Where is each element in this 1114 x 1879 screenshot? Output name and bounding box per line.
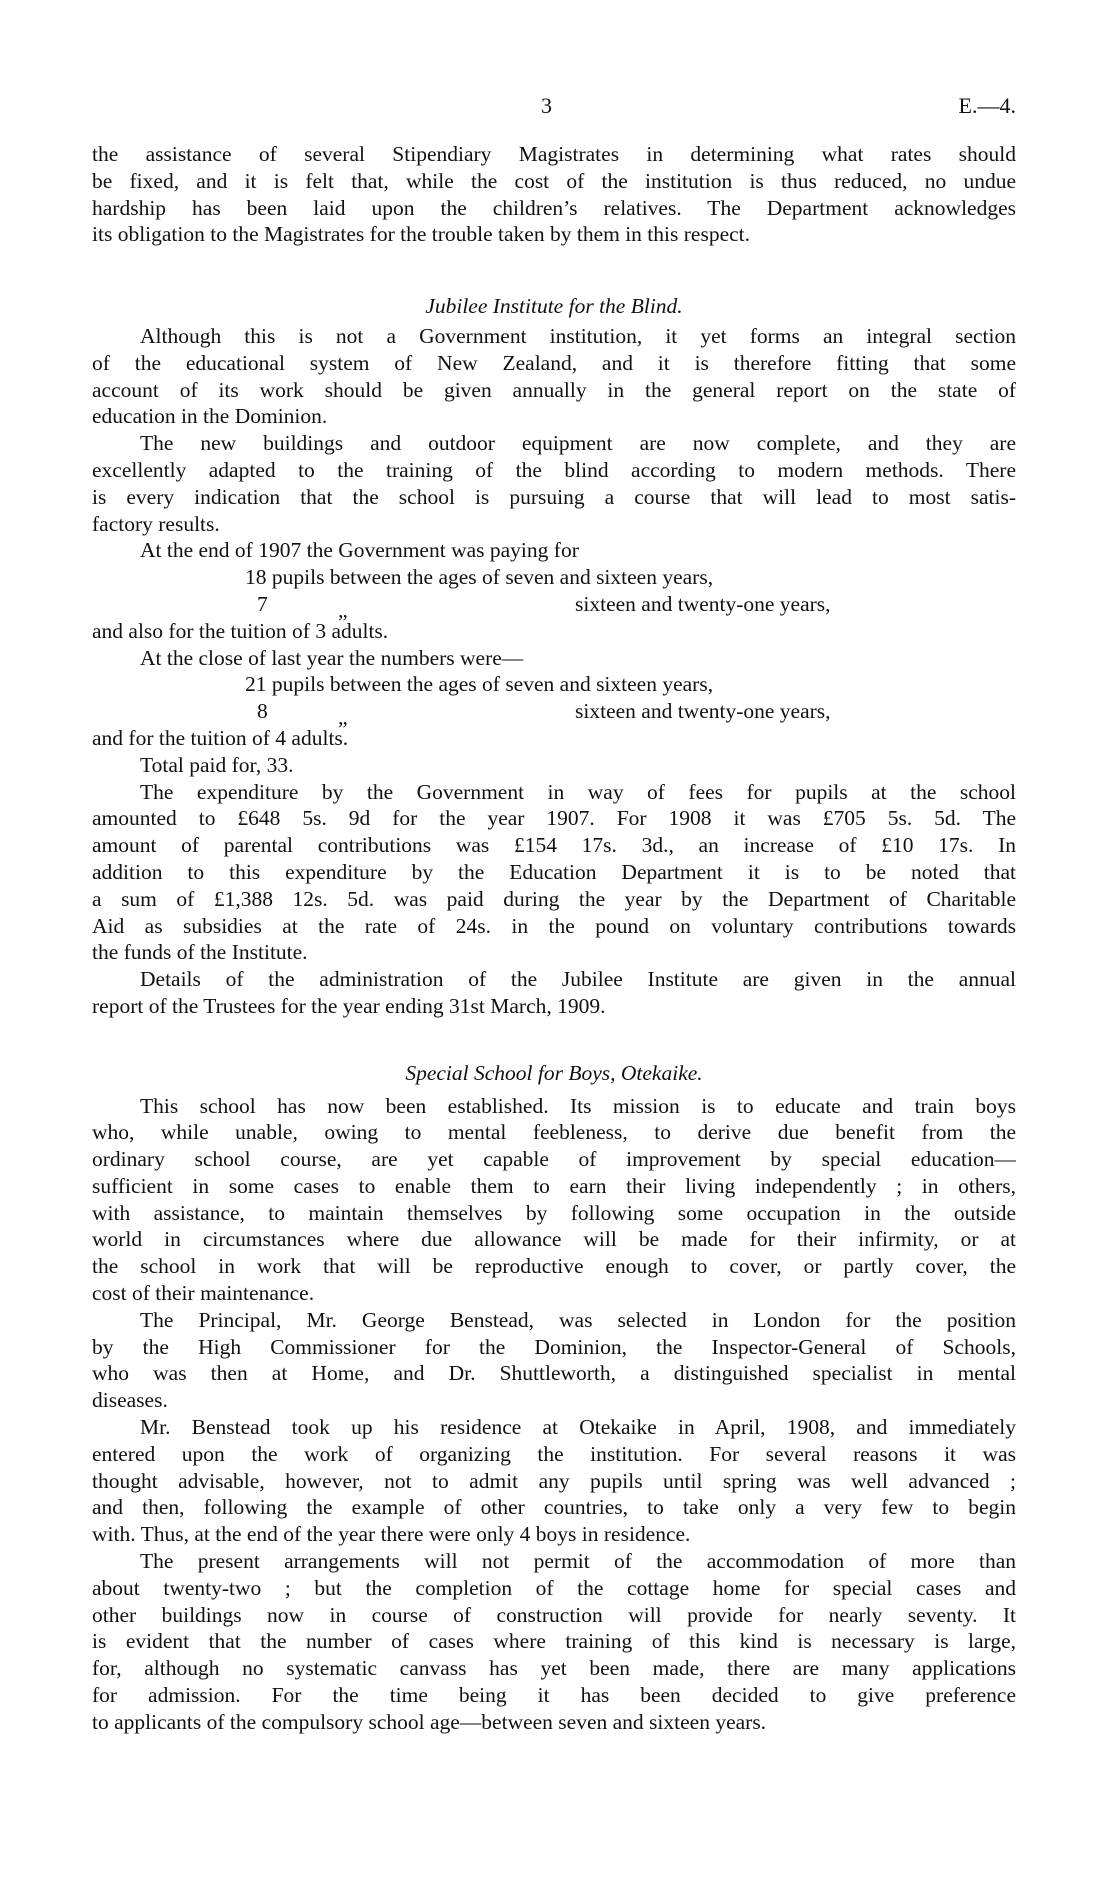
text-line: thought advisable, however, not to admit any pupils until spring was well advanced ;: [92, 1468, 1016, 1493]
text-line: its obligation to the Magistrates for the trouble taken by them in this respect.: [92, 222, 750, 247]
row-text: 21 pupils between the ages of seven and sixteen years,: [245, 672, 714, 697]
text-line: The Principal, Mr. George Benstead, was selected in London for the position: [140, 1307, 1016, 1332]
ditto-mark: „: [338, 705, 348, 730]
text-line: a sum of £1,388 12s. 5d. was paid during the year by the Department of Charitable: [92, 886, 1016, 911]
text-line: the school in work that will be reproductive enough to cover, or partly cover, the: [92, 1254, 1016, 1279]
text-line: about twenty-two ; but the completion of the cottage home for special cases and: [92, 1575, 1016, 1600]
paragraph: [92, 1414, 1016, 1548]
text-line: Mr. Benstead took up his residence at Otekaike in April, 1908, and immediately: [140, 1415, 1016, 1440]
page-number: 3: [541, 93, 552, 118]
text-line: the assistance of several Stipendiary Magistrates in determining what rates should: [92, 142, 1016, 166]
text-line: The expenditure by the Government in way of fees for pupils at the school: [140, 779, 1016, 804]
document-reference: E.—4.: [958, 93, 1016, 118]
text-line: who, while unable, owing to mental feebleness, to derive due benefit from the: [92, 1120, 1016, 1145]
paragraph: [92, 779, 1016, 967]
text-line: This school has now been established. Its mission is to educate and train boys: [140, 1093, 1016, 1118]
paragraph: [92, 430, 1016, 537]
row-text: sixteen and twenty-one years,: [575, 591, 831, 616]
text-line: At the close of last year the numbers were—: [140, 645, 524, 670]
text-line: entered upon the work of organizing the institution. For several reasons it was: [92, 1441, 1016, 1466]
text-line: Aid as subsidies at the rate of 24s. in the pound on voluntary contributions towards: [92, 913, 1016, 938]
text-line: amount of parental contributions was £154 17s. 3d., an increase of £10 17s. In: [92, 833, 1016, 858]
text-line: At the end of 1907 the Government was paying for: [140, 538, 579, 563]
text-line: and also for the tuition of 3 adults.: [92, 618, 389, 643]
paragraph: [92, 618, 1016, 645]
paragraph: [92, 1548, 1016, 1736]
text-line: and then, following the example of other countries, to take only a very few to begin: [92, 1495, 1016, 1520]
text-line: sufficient in some cases to enable them to earn their living independently ; in others,: [92, 1173, 1016, 1198]
text-line: of the educational system of New Zealand, and it is therefore fitting that some: [92, 350, 1016, 375]
text-line: other buildings now in course of construction will provide for nearly seventy. It: [92, 1602, 1016, 1627]
text-line: The new buildings and outdoor equipment are now complete, and they are: [140, 431, 1016, 456]
paragraph: [92, 537, 1016, 564]
row-count: 8: [257, 699, 268, 724]
text-line: with. Thus, at the end of the year there were only 4 boys in residence.: [92, 1522, 691, 1547]
text-line: with assistance, to maintain themselves by following some occupation in the outside: [92, 1200, 1016, 1225]
paragraph: [92, 323, 1016, 430]
section-heading: Special School for Boys, Otekaike.: [405, 1060, 703, 1085]
text-line: The present arrangements will not permit of the accommodation of more than: [140, 1549, 1016, 1574]
text-line: be fixed, and it is felt that, while the cost of the institution is thus reduced, no undue: [92, 168, 1016, 193]
text-line: addition to this expenditure by the Education Department it is to be noted that: [92, 859, 1016, 884]
text-line: and for the tuition of 4 adults.: [92, 725, 349, 750]
enumeration-row: [92, 671, 1016, 698]
text-line: Details of the administration of the Jubilee Institute are given in the annual: [140, 967, 1016, 992]
text-line: education in the Dominion.: [92, 404, 328, 429]
text-line: report of the Trustees for the year ending 31st March, 1909.: [92, 993, 606, 1018]
document-body: [92, 141, 1016, 1736]
ditto-mark: „: [338, 597, 348, 622]
text-line: to applicants of the compulsory school age—between seven and sixteen years.: [92, 1709, 767, 1734]
text-line: Although this is not a Government institution, it yet forms an integral section: [140, 323, 1016, 348]
paragraph: [92, 752, 1016, 779]
paragraph: [92, 725, 1016, 752]
text-line: account of its work should be given annually in the general report on the state of: [92, 377, 1016, 402]
text-line: Total paid for, 33.: [140, 752, 294, 777]
text-line: diseases.: [92, 1388, 168, 1413]
text-line: by the High Commissioner for the Dominion, the Inspector-General of Schools,: [92, 1334, 1016, 1359]
section-heading: Jubilee Institute for the Blind.: [425, 294, 683, 319]
text-line: cost of their maintenance.: [92, 1281, 315, 1306]
text-line: who was then at Home, and Dr. Shuttleworth, a distinguished specialist in mental: [92, 1361, 1016, 1386]
text-line: excellently adapted to the training of the blind according to modern methods. There: [92, 457, 1016, 482]
text-line: ordinary school course, are yet capable of improvement by special education—: [92, 1147, 1016, 1172]
text-line: world in circumstances where due allowance will be made for their infirmity, or at: [92, 1227, 1016, 1252]
text-line: is every indication that the school is pursuing a course that will lead to most satis-: [92, 484, 1016, 509]
row-text: sixteen and twenty-one years,: [575, 699, 831, 724]
paragraph: [92, 645, 1016, 672]
row-count: 7: [257, 591, 268, 616]
text-line: is evident that the number of cases where training of this kind is necessary is large,: [92, 1629, 1016, 1654]
paragraph: [92, 1093, 1016, 1307]
text-line: for, although no systematic canvass has yet been made, there are many applications: [92, 1656, 1016, 1681]
paragraph: [92, 966, 1016, 1020]
enumeration-row: [92, 591, 1016, 622]
enumeration-row: [92, 564, 1016, 591]
row-text: 18 pupils between the ages of seven and sixteen years,: [245, 565, 714, 590]
text-line: hardship has been laid upon the children’s relatives. The Department acknowledges: [92, 195, 1016, 220]
text-line: factory results.: [92, 511, 220, 536]
paragraph: [92, 1307, 1016, 1414]
enumeration-row: [92, 698, 1016, 730]
text-line: amounted to £648 5s. 9d for the year 1907. For 1908 it was £705 5s. 5d. The: [92, 806, 1016, 831]
paragraph: [92, 141, 1016, 248]
text-line: for admission. For the time being it has been decided to give preference: [92, 1683, 1016, 1708]
text-line: the funds of the Institute.: [92, 940, 308, 965]
